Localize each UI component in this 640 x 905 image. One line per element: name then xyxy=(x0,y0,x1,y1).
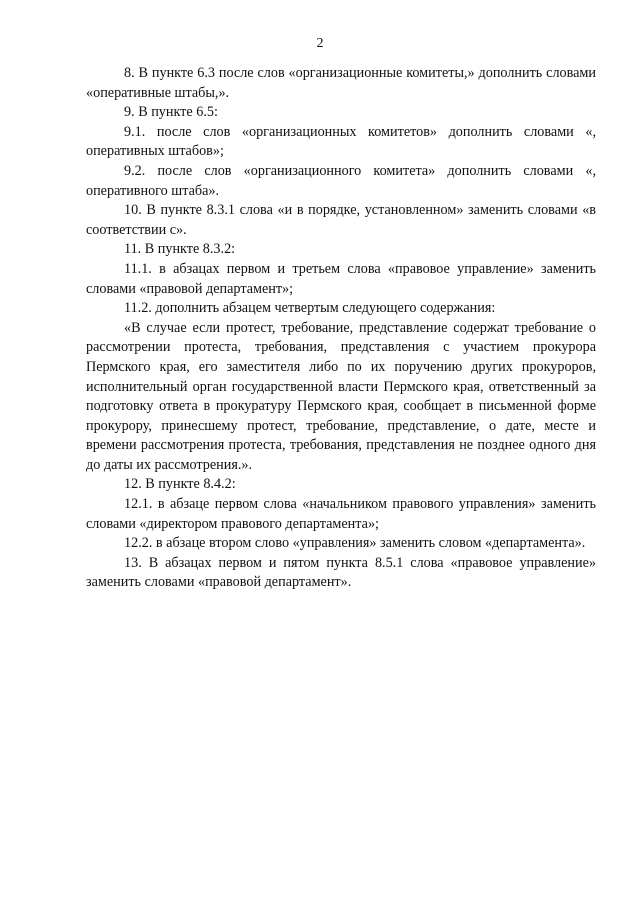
paragraph-item-9-1: 9.1. после слов «организационных комитетов» дополнить словами «, оперативных штабов»; xyxy=(86,123,596,160)
paragraph-item-11-2: 11.2. дополнить абзацем четвертым следующего содержания: xyxy=(124,300,496,317)
paragraph-item-8: 8. В пункте 6.3 после слов «организационные комитеты,» дополнить словами «оперативные штабы,». xyxy=(86,65,596,101)
page-number: 2 xyxy=(316,36,324,51)
paragraph-item-12-2: 12.2. в абзаце втором слово «управления» заменить словом «департамента». xyxy=(124,535,586,552)
paragraph-item-9-2: 9.2. после слов «организационного комитета» дополнить словами «, оперативного штаба». xyxy=(86,162,596,199)
document-body xyxy=(86,64,596,593)
paragraph-item-11: 11. В пункте 8.3.2: xyxy=(124,241,236,258)
quoted-paragraph: «В случае если протест, требование, представление содержат требование о рассмотрении протеста, требования, представления с участием прокурора Пермского края, его заместителя либо по их поручению других прокуроров, исполнительный орган государственной власти Пермского края, ответственный за подготовку ответа в прокуратуру Пермского края, сообщает в письменной форме прокурору, принесшему протест, требование, представление, о дате, месте и времени рассмотрения протеста, требования, представления не позднее одного дня до даты их рассмотрения.». xyxy=(86,319,596,473)
paragraph-item-9: 9. В пункте 6.5: xyxy=(124,104,218,121)
paragraph-item-12: 12. В пункте 8.4.2: xyxy=(124,476,236,493)
paragraph-item-13: 13. В абзацах первом и пятом пункта 8.5.1 слова «правовое управление» заменить словами «правовой департамент». xyxy=(86,554,596,591)
paragraph-item-10: 10. В пункте 8.3.1 слова «и в порядке, установленном» заменить словами «в соответствии с». xyxy=(86,202,596,238)
paragraph-item-12-1: 12.1. в абзаце первом слова «начальником правового управления» заменить словами «директором правового департамента»; xyxy=(86,496,596,532)
paragraph-item-11-1: 11.1. в абзацах первом и третьем слова «правовое управление» заменить словами «правовой департамент»; xyxy=(86,260,596,297)
